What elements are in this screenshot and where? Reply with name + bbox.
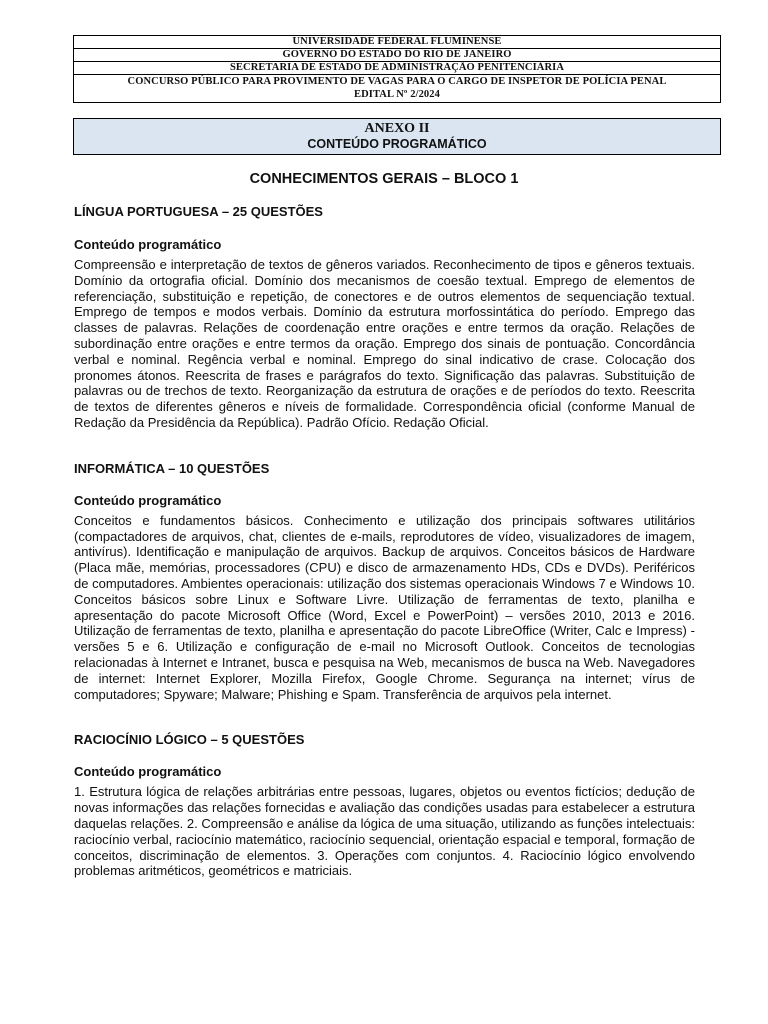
annex-title: ANEXO II bbox=[364, 121, 430, 136]
section-title: RACIOCÍNIO LÓGICO – 5 QUESTÕES bbox=[74, 732, 305, 748]
section-subtitle: Conteúdo programático bbox=[74, 764, 222, 780]
section-body: Conceitos e fundamentos básicos. Conhecimento e utilização dos principais softwares utilitários (compactadores de arquivos, chat, clientes de e-mails, reprodutores de vídeo, visualizadores de imagem, antivírus). Identificação e manipulação de arquivos. Backup de arquivos. Conceitos básicos de Hardware (Placa mãe, memórias, processadores (CPU) e disco de armazenamento HDs, CDs e DVDs). Periféricos de computadores. Ambientes operacionais: utilização dos sistemas operacionais Windows 7 e Windows 10. Conceitos básicos sobre Linux e Software Livre. Utilização de ferramentas de texto, planilha e apresentação do pacote Microsoft Office (Word, Excel e PowerPoint) – versões 2010, 2013 e 2016. Utilização de ferramentas de texto, planilha e apresentação do pacote LibreOffice (Writer, Calc e Impress) - versões 5 e 6. Utilização e configuração de e-mail no Microsoft Outlook. Conceitos de tecnologias relacionadas à Internet e Intranet, busca e pesquisa na Web, mecanismos de busca na Web. Navegadores de internet: Internet Explorer, Mozilla Firefox, Google Chrome. Segurança na internet; vírus de computadores; Spyware; Malware; Phishing e Spam. Transferência de arquivos pela internet. bbox=[74, 512, 695, 702]
section-raciocinio-logico bbox=[74, 732, 695, 879]
header-line-contest: CONCURSO PÚBLICO PARA PROVIMENTO DE VAGAS PARA O CARGO DE INSPETOR DE POLÍCIA PENAL bbox=[127, 76, 667, 87]
section-informatica bbox=[74, 461, 695, 703]
section-subtitle: Conteúdo programático bbox=[74, 237, 222, 252]
section-title: INFORMÁTICA – 10 QUESTÕES bbox=[74, 460, 270, 476]
header-line-government: GOVERNO DO ESTADO DO RIO DE JANEIRO bbox=[74, 49, 721, 62]
annex-box bbox=[73, 118, 721, 155]
header-line-secretariat: SECRETARIA DE ESTADO DE ADMINISTRAÇÃO PENITENCIÁRIA bbox=[74, 62, 721, 75]
section-subtitle: Conteúdo programático bbox=[74, 492, 222, 508]
header-cell-contest bbox=[74, 75, 721, 103]
header-line-university: UNIVERSIDADE FEDERAL FLUMINENSE bbox=[74, 36, 721, 49]
header-table bbox=[73, 35, 721, 103]
content-area bbox=[74, 200, 695, 879]
section-body: Compreensão e interpretação de textos de gêneros variados. Reconhecimento de tipos e gêneros textuais. Domínio da ortografia oficial. Domínio dos mecanismos de coesão textual. Emprego de elementos de referenciação, substituição e repetição, de conectores e de outros elementos de sequenciação textual. Emprego de tempos e modos verbais. Domínio da estrutura morfossintática do período. Emprego das classes de palavras. Relações de coordenação entre orações e entre termos da oração. Relações de subordinação entre orações e entre termos da oração. Emprego dos sinais de pontuação. Concordância verbal e nominal. Regência verbal e nominal. Emprego do sinal indicativo de crase. Colocação dos pronomes átonos. Reescrita de frases e parágrafos do texto. Significação das palavras. Substituição de palavras ou de trechos de texto. Reorganização da estrutura de orações e de períodos do texto. Reescrita de textos de diferentes gêneros e níveis de formalidade. Correspondência oficial (conforme Manual de Redação da Presidência da República). Padrão Ofício. Redação Oficial. bbox=[74, 257, 695, 430]
section-body: 1. Estrutura lógica de relações arbitrárias entre pessoas, lugares, objetos ou eventos fictícios; dedução de novas informações das relações fornecidas e avaliação das condições usadas para estabelecer a estrutura daquelas relações. 2. Compreensão e análise da lógica de uma situação, utilizando as funções intelectuais: raciocínio verbal, raciocínio matemático, raciocínio sequencial, orientação espacial e temporal, formação de conceitos, discriminação de elementos. 3. Operações com conjuntos. 4. Raciocínio lógico envolvendo problemas aritméticos, geométricos e matriciais. bbox=[74, 784, 695, 879]
section-lingua-portuguesa bbox=[74, 204, 695, 431]
annex-subtitle: CONTEÚDO PROGRAMÁTICO bbox=[307, 137, 487, 151]
section-title: LÍNGUA PORTUGUESA – 25 QUESTÕES bbox=[74, 204, 323, 219]
header-line-edital: EDITAL Nº 2/2024 bbox=[354, 88, 440, 100]
block-title: CONHECIMENTOS GERAIS – BLOCO 1 bbox=[249, 171, 519, 187]
